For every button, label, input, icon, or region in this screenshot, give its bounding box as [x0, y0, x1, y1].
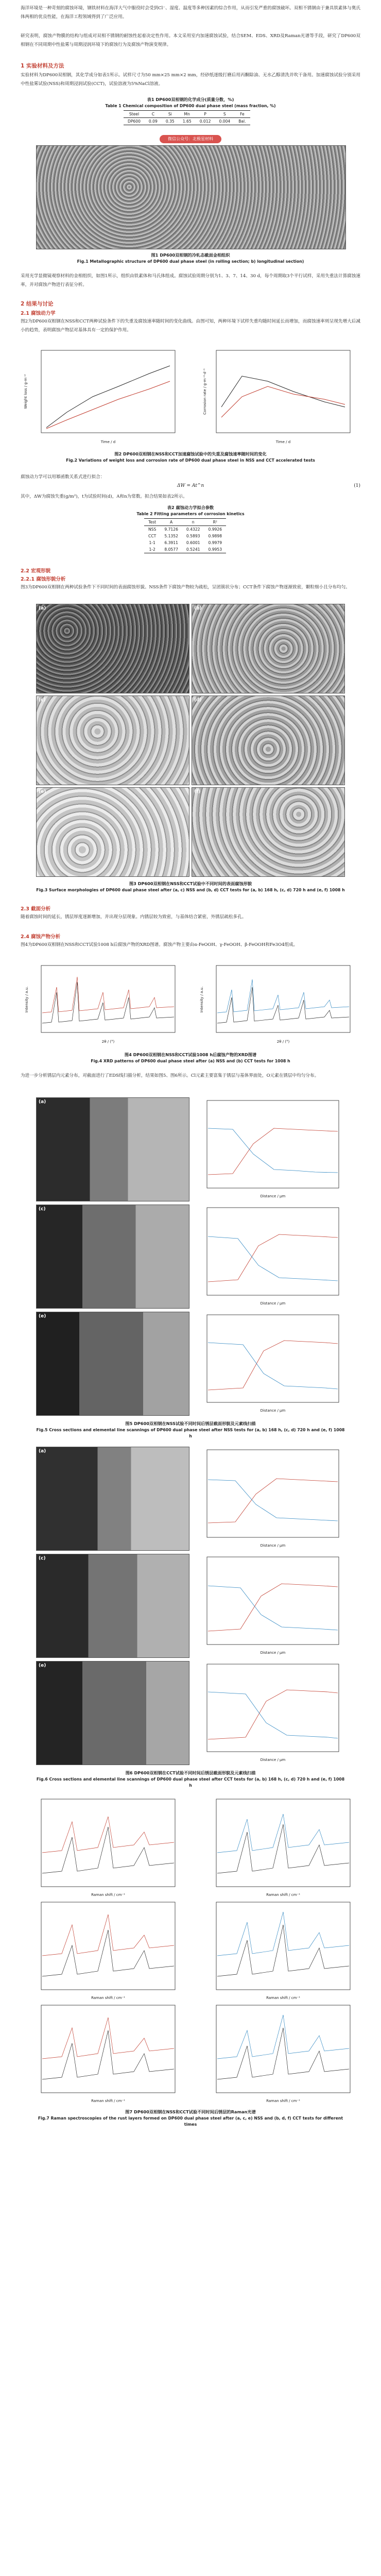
fig-1-micrograph — [36, 145, 346, 249]
subsection-2-3-heading: 2.3 截面分析 — [21, 906, 51, 912]
table-1-header: Si — [168, 112, 172, 116]
fig-7-panel-d — [216, 1902, 350, 2000]
fig-2-panel-a — [24, 350, 175, 444]
fig-3d-label: (d) — [194, 698, 202, 703]
fig-4a-ylabel: Intensity / a.u. — [25, 986, 29, 1013]
fig-7d-frame — [216, 1902, 350, 1990]
equation-1: ΔW = At^n — [177, 483, 204, 488]
fig-7c-xlabel: Raman shift / cm⁻¹ — [91, 1996, 125, 2000]
fig-7d-trace-2 — [217, 1912, 349, 1956]
fig-6a-cross-section — [36, 1447, 189, 1551]
fig-7-panel-c — [41, 1902, 175, 2000]
table-1-header: Mn — [184, 112, 190, 116]
section-2-1-paragraph: 图2为DP600双相钢在NSS和CCT两种试验条件下的失重及腐蚀速率随时间的变化曲线。由图可知，两种环境下试样失重均随时间延长而增加，而腐蚀速率则呈现先增大后减小的趋势，表明腐蚀产物层对基体具有一定的保护作用。 — [21, 319, 360, 333]
fig-4b-ylabel: Intensity / a.u. — [200, 986, 204, 1013]
fig-3 — [36, 604, 345, 877]
fig-4a-frame — [41, 965, 175, 1032]
fig-5d-linescan — [192, 1205, 344, 1308]
fig-4b-xlabel: 2θ / (°) — [276, 1040, 290, 1044]
fig-5-caption-en: Fig.5 Cross sections and elemental line scannings of DP600 dual phase steel after NSS tests for (a, b) 168 h, (c, d) 720 h and (e, f) 1008 h — [36, 1428, 345, 1438]
table-1-cell: DP600 — [128, 119, 141, 124]
fig-5d-xlabel: Distance / μm — [260, 1301, 286, 1306]
fig-3c-image — [36, 696, 189, 785]
fig-6b-fe — [208, 1479, 338, 1523]
table-1-cell: 1.65 — [182, 119, 192, 124]
fig-6d-frame — [207, 1557, 339, 1645]
table-1-header: S — [223, 112, 226, 116]
fig-6f-xlabel: Distance / μm — [260, 1758, 286, 1762]
fig-2-panel-b — [203, 350, 350, 444]
table-2-header: R² — [213, 520, 217, 524]
fig-7a-trace-2 — [42, 1817, 174, 1853]
table-2-cell: 6.3911 — [164, 540, 178, 545]
fig-4-panel-a — [25, 965, 175, 1044]
fig-2-caption: 图2 DP600双相钢在NSS和CCT加速腐蚀试验中的失重及腐蚀速率随时间的变化 — [114, 451, 267, 456]
subsection-2-2-1-heading: 2.2.1 腐蚀形貌分析 — [21, 577, 66, 582]
fig-1-caption-en: Fig.1 Metallographic structure of DP600 dual phase steel (in rolling section; b) longitudinal section) — [77, 259, 304, 264]
fig-2b-ylabel: Corrosion rate / g·m⁻²·d⁻¹ — [203, 368, 207, 415]
subsection-2-1-heading: 2.1 腐蚀动力学 — [21, 311, 56, 316]
fig-6b-linescan — [192, 1447, 344, 1550]
table-2-header: Test — [148, 520, 157, 524]
fig-2-svg — [21, 345, 360, 448]
table-2-cell: 9.7126 — [164, 527, 178, 532]
fig-5d-fe — [208, 1234, 338, 1282]
table-1-header: Fe — [240, 112, 245, 116]
fig-6 — [36, 1447, 345, 1766]
table-2-header: A — [170, 520, 173, 524]
fig-6d-fe — [208, 1584, 338, 1631]
table-2-cell: 0.9926 — [208, 527, 222, 532]
fig-7b-trace-1 — [217, 1824, 349, 1873]
fig-6d-o — [208, 1586, 338, 1630]
fig-7a-xlabel: Raman shift / cm⁻¹ — [91, 1893, 125, 1897]
section-2-4-paragraph-2: 为进一步分析锈层内元素分布，对截面进行了EDS线扫描分析，结果如图5、图6所示。Cl元素主要富集于锈层与基体界面处，O元素在锈层中均匀分布。 — [21, 1073, 319, 1078]
fig-5c-cross-section — [36, 1205, 189, 1309]
fig-6f-fe — [208, 1690, 338, 1739]
fig-6d-linescan — [192, 1554, 344, 1657]
table-1-cell: 0.004 — [219, 119, 231, 124]
subsection-2-2-heading: 2.2 宏观形貌 — [21, 568, 51, 574]
fig-3f-label: (f) — [194, 789, 201, 794]
table-1-header: Steel — [129, 112, 140, 116]
fig-3a-image — [36, 604, 189, 693]
table-1-cell: 0.09 — [148, 119, 158, 124]
fig-3b-image — [192, 604, 345, 693]
fig-3-caption-en: Fig.3 Surface morphologies of DP600 dual phase steel after (a, c) NSS and (b, d) CCT tests for (a, b) 168 h, (c, d) 720 h and (e, f) 1008 h — [36, 888, 345, 892]
table-2-cell: 0.9979 — [208, 540, 222, 545]
fig-3c-label: (c) — [39, 698, 46, 703]
section-1-paragraph: 实验材料为DP600双相钢，其化学成分如表1所示。试样尺寸为50 mm×25 mm×2 mm，经砂纸逐级打磨后用丙酮除油、无水乙醇清洗并吹干备用。加速腐蚀试验分别采用中性盐雾试验(NSS)和周期浸润试验(CCT)，试验溶液为5%NaCl溶液。 — [21, 73, 360, 87]
section-1-heading: 1 实验材料及方法 — [21, 63, 64, 69]
fig-3f-image — [192, 787, 345, 877]
fig-7-caption-en: Fig.7 Raman spectroscopies of the rust layers formed on DP600 dual phase steel after (a, c, e) NSS and (b, d, f) CCT tests for different times — [38, 2116, 343, 2127]
table-1-cell: 0.35 — [165, 119, 175, 124]
fig-5b-frame — [207, 1100, 339, 1188]
section-2-3-paragraph: 随着腐蚀时间的延长，锈层厚度逐渐增加，并出现分层现象。内锈层较为致密，与基体结合紧密，外锈层疏松多孔。 — [21, 914, 247, 920]
fig-6a-label: (a) — [39, 1449, 46, 1454]
fig-4 — [21, 961, 360, 1049]
fig-7a-frame — [41, 1799, 175, 1887]
fig-5f-o — [208, 1343, 338, 1389]
fig-7e-trace-2 — [42, 2018, 174, 2059]
table-2-cell: 0.9898 — [208, 534, 222, 538]
fig-7f-frame — [216, 2005, 350, 2093]
fig-6c-label: (c) — [39, 1556, 46, 1561]
fig-7c-trace-2 — [42, 1914, 174, 1956]
table-1-cell: 0.012 — [199, 119, 211, 124]
fig-5d-frame — [207, 1208, 339, 1295]
fig-3b-label: (b) — [194, 606, 202, 611]
fig-5a-cross-section — [36, 1097, 189, 1201]
fig-6e-cross-section — [36, 1661, 189, 1765]
table-2-cell: 0.4322 — [186, 527, 200, 532]
table-2-cell: 5.1352 — [164, 534, 178, 538]
fig-7-caption: 图7 DP600双相钢在NSS和CCT试验不同时间后锈层的Raman光谱 — [125, 2109, 256, 2114]
equation-1-number: (1) — [354, 483, 360, 488]
fig-2 — [21, 345, 360, 448]
fig-2b-series-cct — [221, 386, 345, 417]
fig-5b-linescan — [192, 1097, 344, 1200]
fig-5a-label: (a) — [39, 1099, 46, 1105]
fig-3-caption: 图3 DP600双相钢在NSS和CCT试验中不同时间的表面腐蚀形貌 — [129, 881, 252, 886]
subsection-2-4-heading: 2.4 腐蚀产物分析 — [21, 934, 61, 940]
table-2-cell: NSS — [148, 527, 157, 532]
fig-7b-frame — [216, 1799, 350, 1887]
fig-7-panel-f — [216, 2005, 350, 2103]
fig-6f-o — [208, 1692, 338, 1738]
fig-2-caption-en: Fig.2 Variations of weight loss and corrosion rate of DP600 dual phase steel in NSS and CCT accelerated tests — [66, 458, 315, 463]
section-2-1-paragraph-2: 腐蚀动力学可以用幂函数关系式进行拟合： — [21, 474, 105, 480]
fig-5-caption: 图5 DP600双相钢在NSS试验不同时间后锈层截面形貌及元素线扫描 — [125, 1421, 256, 1426]
fig-7-panel-a — [41, 1799, 175, 1897]
table-2-title: 表2 腐蚀动力学拟合参数 — [167, 505, 214, 510]
table-2-cell: 0.6001 — [186, 540, 200, 545]
fig-6b-xlabel: Distance / μm — [260, 1544, 286, 1548]
table-2-cell: CCT — [148, 534, 157, 538]
fig-6c-cross-section — [36, 1554, 189, 1658]
fig-5e-cross-section — [36, 1312, 189, 1416]
table-1-title: 表1 DP600双相钢的化学成分(质量分数，%) — [147, 97, 234, 102]
fig-5b-xlabel: Distance / μm — [260, 1194, 286, 1198]
fig-4a-trace-2 — [42, 977, 174, 1013]
table-2 — [144, 518, 226, 553]
fig-4b-frame — [216, 965, 350, 1032]
fig-5f-frame — [207, 1315, 339, 1402]
fig-3d-image — [192, 696, 345, 785]
fig-2b-series-nss — [221, 376, 345, 407]
fig-7e-xlabel: Raman shift / cm⁻¹ — [91, 2099, 125, 2103]
fig-2a-series-nss — [46, 366, 170, 428]
fig-6e-label: (e) — [39, 1663, 46, 1668]
fig-6-caption-en: Fig.6 Cross sections and elemental line scannings of DP600 dual phase steel after CCT tests for (a, b) 168 h, (c, d) 720 h and (e, f) 1008 h — [36, 1777, 345, 1788]
table-1-header: C — [151, 112, 155, 116]
table-2-header: n — [192, 520, 195, 524]
watermark-badge: 微信公众号：北极星材料 — [160, 135, 221, 143]
table-2-cell: 0.5241 — [186, 547, 200, 552]
fig-2a-xlabel: Time / d — [100, 440, 116, 444]
fig-5b-o — [208, 1128, 338, 1173]
fig-6b-o — [208, 1480, 338, 1521]
fig-5f-xlabel: Distance / μm — [260, 1409, 286, 1413]
fig-5c-label: (c) — [39, 1207, 46, 1212]
fig-2a-frame — [41, 350, 175, 433]
fig-5f-fe — [208, 1341, 338, 1390]
fig-3e-image — [36, 787, 189, 877]
fig-2a-ylabel: Weight loss / g·m⁻² — [24, 374, 28, 409]
fig-6d-xlabel: Distance / μm — [260, 1651, 286, 1655]
table-1-title-en: Table 1 Chemical composition of DP600 dual phase steel (mass fraction, %) — [105, 104, 276, 108]
intro-paragraph-1: 海洋环境是一种苛刻的腐蚀环境，钢铁材料在海洋大气中服役时会受到Cl⁻、湿度、温度等多种因素的综合作用，从而引发严重的腐蚀破坏。双相不锈钢由于兼具铁素体与奥氏体两相的优良性能，在海洋工程领域得到了广泛应用。 — [21, 6, 360, 20]
fig-4-caption: 图4 DP600双相钢在NSS和CCT试验1008 h后腐蚀产物的XRD图谱 — [124, 1052, 257, 1057]
fig-7e-trace-1 — [42, 2030, 174, 2079]
fig-5f-linescan — [192, 1312, 344, 1415]
fig-7f-trace-2 — [217, 2015, 349, 2059]
fig-2b-xlabel: Time / d — [275, 440, 291, 444]
fig-7f-xlabel: Raman shift / cm⁻¹ — [266, 2099, 300, 2103]
fig-7-panel-e — [41, 2005, 175, 2103]
fig-4b-trace-1 — [217, 987, 349, 1023]
fig-6b-frame — [207, 1450, 339, 1537]
table-2-cell: 8.0577 — [164, 547, 178, 552]
fig-4a-trace-1 — [42, 982, 174, 1023]
table-2-cell: 0.9953 — [208, 547, 222, 552]
section-2-heading: 2 结果与讨论 — [21, 301, 54, 307]
table-2-cell: 1-1 — [149, 540, 155, 545]
fig-7-panel-b — [216, 1799, 350, 1897]
fig-5d-o — [208, 1236, 338, 1281]
table-2-cell: 1-2 — [149, 547, 155, 552]
fig-6f-frame — [207, 1664, 339, 1752]
fig-7 — [21, 1796, 360, 2105]
fig-7-svg — [21, 1796, 360, 2105]
table-1-cell: Bal. — [238, 119, 246, 124]
fig-4-svg — [21, 961, 360, 1049]
fig-2b-frame — [216, 350, 350, 433]
fig-5e-label: (e) — [39, 1314, 46, 1319]
fig-5b-fe — [208, 1128, 338, 1175]
fig-6f-linescan — [192, 1661, 344, 1764]
section-2-2-paragraph: 图3为DP600双相钢在两种试验条件下不同时间的表面腐蚀形貌。NSS条件下腐蚀产物较为疏松，呈团簇状分布；CCT条件下腐蚀产物逐渐致密，颗粒细小且分布均匀。 — [21, 585, 350, 590]
table-1 — [124, 110, 250, 125]
fig-1-caption: 图1 DP600双相钢的冷轧态截面金相组织 — [151, 252, 230, 258]
table-1-header: P — [204, 112, 206, 116]
section-2-1-paragraph-3: 其中，ΔW为腐蚀失重(g/m²)，t为试验时间(d)，A和n为常数。拟合结果如表2所示。 — [21, 494, 187, 499]
intro-paragraph-2: 研究表明，腐蚀产物膜的结构与组成对双相不锈钢的耐蚀性起着决定性作用。本文采用室内加速腐蚀试验，结合SEM、EDS、XRD及Raman光谱等手段，研究了DP600双相钢在不同周期中性盐雾与周期浸润环境下的腐蚀行为及腐蚀产物演变规律。 — [21, 33, 360, 47]
fig-4-panel-b — [200, 965, 350, 1044]
fig-7d-xlabel: Raman shift / cm⁻¹ — [266, 1996, 300, 2000]
fig-3e-label: (e) — [39, 789, 46, 794]
fig-5 — [36, 1097, 345, 1417]
fig-7f-trace-1 — [217, 2028, 349, 2079]
fig-4b-trace-2 — [217, 979, 349, 1013]
section-2-4-paragraph: 图4为DP600双相钢在NSS和CCT试验1008 h后腐蚀产物的XRD图谱。腐蚀产物主要由α-FeOOH、γ-FeOOH、β-FeOOH和Fe3O4组成。 — [21, 942, 298, 947]
fig-4-caption-en: Fig.4 XRD patterns of DP600 dual phase steel after (a) NSS and (b) CCT tests for 1008 h — [91, 1059, 290, 1063]
fig-2a-series-cct — [46, 381, 170, 429]
section-1-paragraph-2: 采用光学显微镜观察材料的金相组织，如图1所示，组织由铁素体和马氏体组成。腐蚀试验周期分别为1、3、7、14、30 d，每个周期取3个平行试样，采用失重法计算腐蚀速率，并对腐蚀产物进行表征分析。 — [21, 274, 360, 287]
fig-3a-label: (a) — [39, 606, 46, 611]
fig-4a-xlabel: 2θ / (°) — [101, 1040, 115, 1044]
table-2-title-en: Table 2 Fitting parameters of corrosion kinetics — [136, 512, 245, 516]
table-2-cell: 0.5893 — [186, 534, 200, 538]
fig-7b-xlabel: Raman shift / cm⁻¹ — [266, 1893, 300, 1897]
fig-7d-trace-1 — [217, 1925, 349, 1976]
fig-7b-trace-2 — [217, 1814, 349, 1853]
fig-6-caption: 图6 DP600双相钢在CCT试验不同时间后锈层截面形貌及元素线扫描 — [125, 1770, 256, 1775]
